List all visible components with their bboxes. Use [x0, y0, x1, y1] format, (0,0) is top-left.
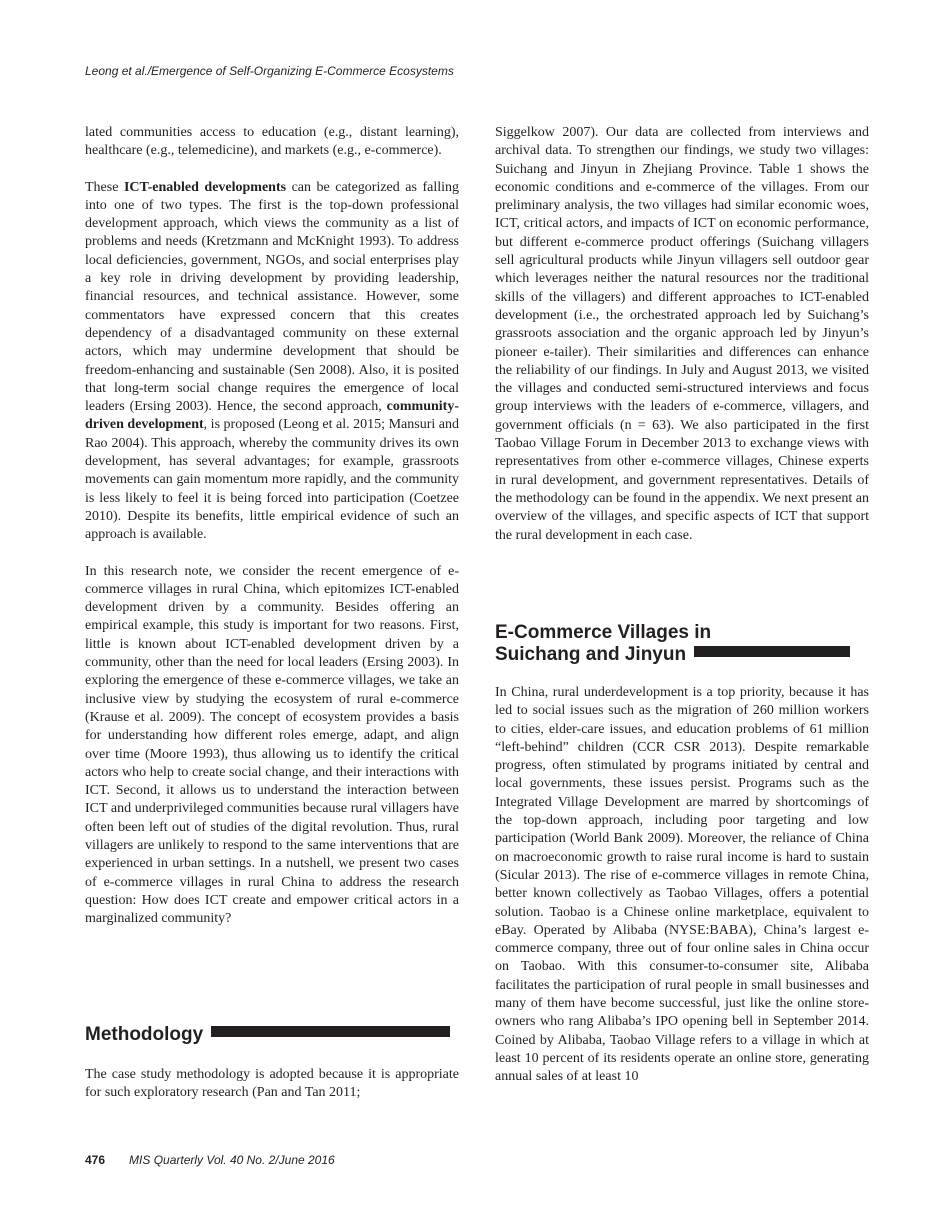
text-span: can be categorized as falling into one of two types. The first is the top-down professional development approach, which views the community as a list of problems and needs (Kretzmann and McKnight 1993). To address local deficiencies, government, NGOs, and social enterprises play a key role in driving development by providing leadership, financial resources, and technical assistance. However, some commentators have expressed concern that this creates dependency of a disadvantaged community on these external actors, which may undermine development that should be freedom-enhancing and sustainable (Sen 2008). Also, it is posited that long-term social change requires the emergence of local leaders (Ersing 2003). Hence, the second approach,: [85, 179, 459, 415]
right-column-section-body: [495, 684, 869, 1087]
page-number: 476: [85, 1153, 106, 1167]
heading-rule: [211, 1026, 450, 1037]
section-heading-text: Methodology: [85, 1024, 204, 1045]
key-term: ICT-enabled developments: [123, 179, 287, 195]
journal-citation: MIS Quarterly Vol. 40 No. 2/June 2016: [129, 1153, 335, 1167]
left-column-tail: [85, 1066, 459, 1103]
paragraph: Siggelkow 2007). Our data are collected from interviews and archival data. To strengthen our findings, we study two villages: Suichang and Jinyun in Zhejiang Province. Table 1 shows the economic conditions and e-commerce of the villages. From our preliminary analysis, the two villages had similar economic woes, ICT, critical actors, and impacts of ICT on economic performance, but different e-commerce product offerings (Suichang villagers sell agricultural products while Jinyun villagers sell outdoor gear which leverages neither the natural resources nor the traditional skills of the villagers) and different approaches to ICT-enabled development (i.e., the orchestrated approach led by Suichang’s grassroots association and the organic approach led by Jinyun’s pioneer e-tailer). Their similarities and differences can enhance the reliability of our findings. In July and August 2013, we visited the villages and conducted semi-structured interviews and focus group interviews with the leaders of e-commerce, villagers, and government officials (n = 63). We also participated in the first Taobao Village Forum in December 2013 to exchange views with representatives from other e-commerce villages, Chinese experts in rural development, and government representatives. Details of the methodology can be found in the appendix. We next present an overview of the villages, and specific aspects of ICT that support the rural development in each case.: [495, 125, 869, 543]
paragraph: lated communities access to education (e.g., distant learning), healthcare (e.g., telemedicine), and markets (e.g., e-commerce).: [85, 125, 459, 159]
paragraph: The case study methodology is adopted because it is appropriate for such exploratory research (Pan and Tan 2011;: [85, 1067, 459, 1101]
section-heading-text: Suichang and Jinyun: [495, 644, 687, 665]
right-column: [495, 124, 869, 545]
heading-rule: [694, 646, 850, 657]
page-footer: [85, 1153, 335, 1167]
section-heading-ecommerce-villages: [495, 622, 869, 666]
paragraph: In this research note, we consider the recent emergence of e-commerce villages in rural China, which epitomizes ICT-enabled development driven by a community. Besides offering an empirical example, this study is important for two reasons. First, little is known about ICT-enabled development driven by a community, other than the need for local leaders (Ersing 2003). In exploring the emergence of these e-commerce villages, we take an inclusive view by studying the ecosystem of rural e-commerce (Krause et al. 2009). The concept of ecosystem provides a basis for understanding how different roles emerge, adapt, and align over time (Moore 1993), thus allowing us to identify the critical actors who help to create social change, and their interactions with ICT. Second, it allows us to understand the interaction between ICT and underprivileged communities because rural villagers have often been left out of studies of the digital revolution. Thus, rural villagers are unlikely to respond to the same interventions that are experienced in urban settings. In a nutshell, we present two cases of e-commerce villages in rural China to address the research question: How does ICT create and empower critical actors in a marginalized community?: [85, 563, 459, 927]
paragraph: [85, 179, 459, 545]
running-head: Leong et al./Emergence of Self-Organizing E-Commerce Ecosystems: [85, 64, 454, 78]
section-heading-line: [495, 644, 869, 666]
paragraph: In China, rural underdevelopment is a top priority, because it has led to social issues such as the migration of 260 million workers to cities, elder-care issues, and education problems of 61 million “left-behind” children (CCR CSR 2013). Despite remarkable progress, often stimulated by programs initiated by central and local governments, these issues persist. Programs such as the Integrated Village Development are marred by shortcomings of the top-down approach, including poor targeting and low participation (World Bank 2009). Moreover, the reliance of China on macroeconomic growth to raise rural income is hard to sustain (Sicular 2013). The rise of e-commerce villages in remote China, better known collectively as Taobao Villages, offers a potential solution. Taobao is a Chinese online marketplace, equivalent to eBay. Operated by Alibaba (NYSE:BABA), China’s largest e-commerce company, three out of four online sales in China occur on Taobao. With this consumer-to-consumer site, Alibaba facilitates the participation of rural people in small businesses and many of them have become successful, just like the online store-owners who rang Alibaba’s IPO opening bell in September 2014. Coined by Alibaba, Taobao Village refers to a village in which at least 10 percent of its residents operate an online store, generating annual sales of at least 10: [495, 685, 869, 1085]
section-heading-methodology: [85, 1024, 459, 1046]
section-heading-line: E-Commerce Villages in: [495, 622, 712, 643]
text-span: , is proposed (Leong et al. 2015; Mansuri and Rao 2004). This approach, whereby the community drives its own development, has several advantages; for example, grassroots movements can gain momentum more rapidly, and the community is less likely to feel it is being forced into participation (Coetzee 2010). Despite its benefits, little empirical evidence of such an approach is available.: [85, 417, 459, 543]
key-term: community-driven development: [85, 399, 459, 433]
text-span: These: [85, 179, 124, 195]
left-column: [85, 124, 459, 928]
